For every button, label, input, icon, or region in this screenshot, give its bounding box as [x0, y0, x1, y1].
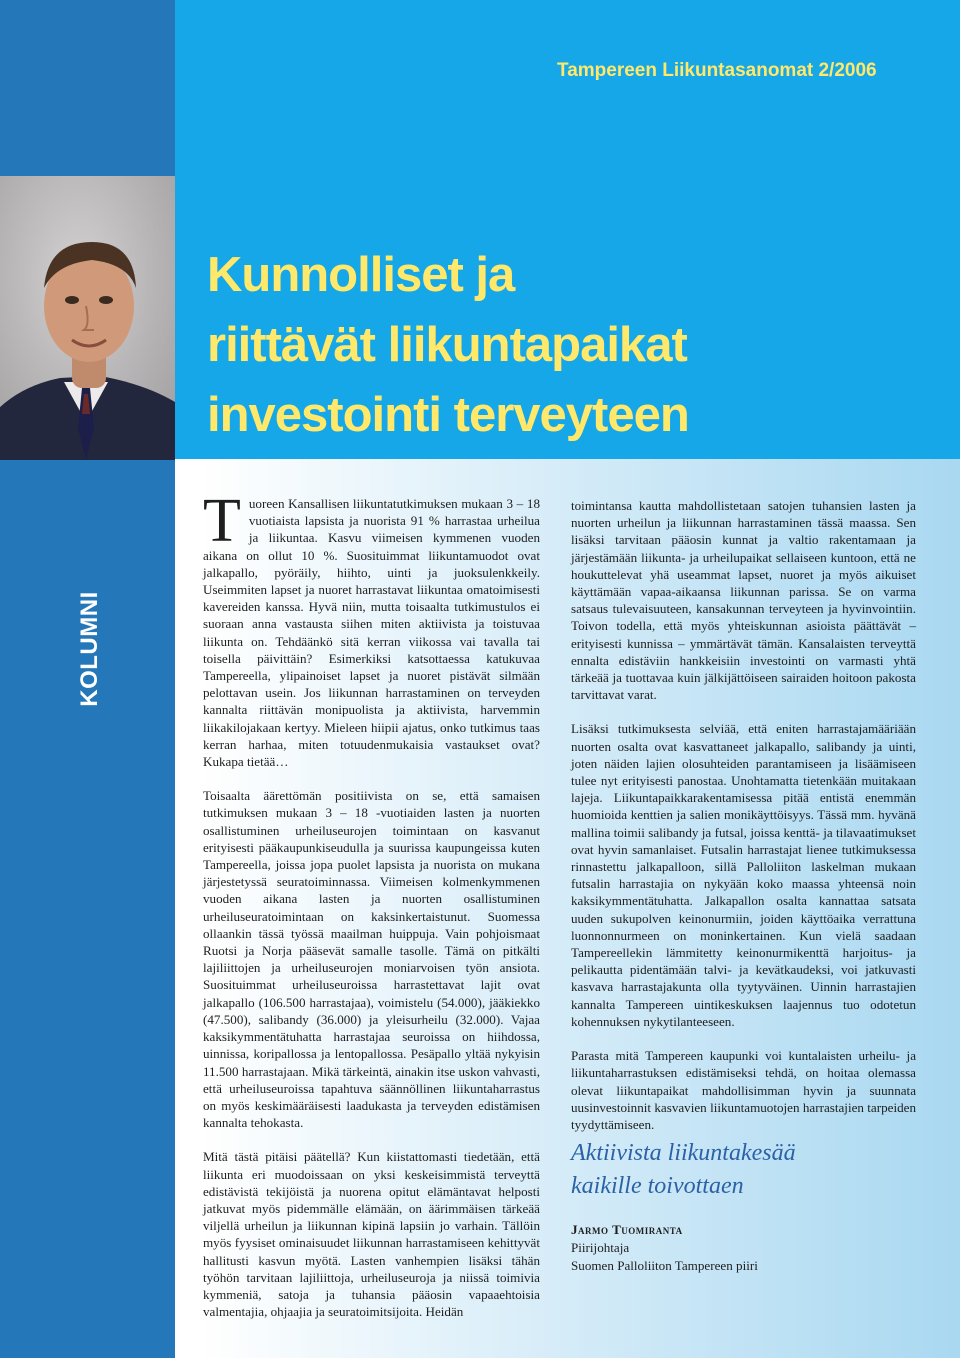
article-paragraph: Parasta mitä Tampereen kaupunki voi kuntalaisten urheilu- ja liikuntaharrastuksen edistämiseksi tehdä, on hoitaa olemassa olevat liikuntapaikat mahdollisimman hyvin ja suunnata uusinvestoinnit kasvavien liikuntamuotojen harrastajien tarpeiden tyydyttämiseen. — [571, 1048, 916, 1132]
headline-line: riittävät liikuntapaikat — [207, 318, 687, 372]
article-paragraph: Tuoreen Kansallisen liikuntatutkimuksen mukaan 3 – 18 vuotiaista lapsista ja nuorista 91 % harrastaa urheilua ja liikuntaa. Kasvu viimeisen kymmenen vuoden aikana on ollut 10 %. Suosituimmat liikuntamuodot ovat jalkapallo, pyöräily, hiihto, uinti ja juoksulenkkeily. Useimmiten lapset ja nuoret harrastavat liikuntaa omatoimisesti kavereiden kanssa. Hyvä niin, mutta toisaalta tutkimustulos ei suoraan anna vastausta siihen miten aktiivista ja toistuvaa liikunta on. Tehdäänkö sitä kerran viikossa vai tavalla tai toisella päivittäin? Esimerkiksi katsottaessa katukuvaa Tampereella, ylipainoiset lapset ja nuoret pistävät silmään pelottavan usein. Jos liikunnan harrastaminen on terveyden kannalta riittävän monipuolista ja aktiivista, harvemmin liikakilojakaan kertyy. Mieleen hiipii ajatus, onko tutkimus taas kerran harhaa, miten totuudenmukaisia vastaukset ovat? Kukapa tietää… — [203, 487, 540, 770]
author-organization: Suomen Palloliiton Tampereen piiri — [571, 1258, 758, 1273]
author-name: Jarmo Tuomiranta — [571, 1222, 683, 1237]
author-signature — [571, 1221, 758, 1275]
publication-title: Tampereen Liikuntasanomat 2/2006 — [557, 60, 877, 81]
slogan-line: kaikille toivottaen — [571, 1173, 744, 1199]
article-column-1 — [203, 487, 540, 1320]
drop-cap: T — [203, 487, 241, 555]
author-title: Piirijohtaja — [571, 1240, 630, 1255]
headline-line: investointi terveyteen — [207, 388, 689, 442]
article-paragraph: Toisaalta äärettömän positiivista on se, että samaisen tutkimuksen mukaan 3 – 18 -vuotiaiden lasten ja nuorten osallistuminen urheiluseurojen toimintaan on kasvanut erityisesti pääkaupunkiseudulla ja suurissa kaupungeissa kuten Tampereella, joissa jopa puolet lapsista ja nuorista on mukana järjestetyssä seuratoiminnassa. Viimeisen kolmenkymmenen vuoden aikana lasten ja nuorten osallistuminen urheiluseuratoimintaan on kaksinkertaistunut. Suomessa ollaankin tässä työssä maailman huippuja. Vain pohjoismaat Ruotsi ja Norja pääsevät samalle tasolle. Tämä on pitkälti lajiliittojen ja urheiluseurojen moniarvoisen työn ansiota. Suosituimmat urheiluseuroissa harrastettavat lajit ovat jalkapallo (106.500 harrastajaa), voimistelu (54.000), jääkiekko (47.500), salibandy (36.000) ja yleisurheilu (32.000). Vajaa kaksikymmentätuhatta harrastajaa seuroissa on hiihdossa, uinnissa, koripallossa ja lentopallossa. Pesäpallo yltää nykyisin 11.500 harrastajaan. Mikä tärkeintä, ainakin itse uskon vahvasti, että urheiluseuroissa tapahtuva säännöllinen liikuntaharrastus on myös keskimääräisesti laadukasta ja terveyden edistämisen kannalta tehokasta. — [203, 788, 540, 1131]
article-paragraph: Lisäksi tutkimuksesta selviää, että eniten harrastajamääriään nuorten osalta ovat kasvattaneet jalkapallo, salibandy ja uinti, joten näiden lajien olosuhteiden parantamiseen ja lisäämiseen tulee nyt erityisesti panostaa. Unohtamatta tietenkään muitakaan lajeja. Liikuntapaikkarakentamisessa pitää entistä enemmän huomioida kenttien ja salien monikäyttöisyys. Tässä mm. hyvänä mallina toimii salibandy ja futsal, joissa kenttä- ja tilavaatimukset ovat hyvin samanlaiset. Futsalin harrastajat lienee tutkimuksessa rinnastettu jalkapalloon, sillä Palloliiton laskelman mukaan futsalin harrastajia on nykyään koko maassa yhteensä noin kaksikymmentätuhatta. Jalkapallon osalta kannattaa satsata uuden sukupolven keinonurmiin, joiden käyttöaika verrattuna luonnonnurmeen on moninkertainen. Kun vielä saadaan Tampereellekin lämmitetty keinonurmikenttä harjoitus- ja pelikautta pidentämään talvi- ja kevätkaudeksi, voi jatkuvasti kasvava harrastajakunta olla tyytyväinen. Uinnin harrastajien kannalta Tampereen uintikeskuksen laajennus tuo odotetun kohennuksen nykytilanteeseen. — [571, 721, 916, 1029]
closing-slogan — [571, 1137, 931, 1203]
slogan-line: Aktiivista liikuntakesää — [571, 1140, 796, 1166]
headline-line: Kunnolliset ja — [207, 248, 515, 302]
section-label: KOLUMNI — [76, 591, 103, 707]
article-column-2 — [571, 497, 916, 1133]
headline — [207, 240, 689, 450]
author-portrait — [0, 176, 175, 460]
article-paragraph: toimintansa kautta mahdollistetaan satojen tuhansien lasten ja nuorten urheilun ja liikunnan harrastaminen tässä maassa. Sen lisäksi tarvitaan pääosin kunnat ja valtio rakentamaan ja järjestämään liikunta- ja urheilupaikat sellaiseen kuntoon, että ne houkuttelevat yhä useammat lapset, nuoret ja myös aikuiset käyttämään vapaa-aikaansa liikunnan parissa. Se on varma satsaus tulevaisuuteen, kansakunnan terveyteen ja hyvinvointiin. Toivon todella, että myös yhteiskunnan asioista päättävät – erityisesti kunnissa – ymmärtävät tämän. Kansalaisten terveyttä ennalta edistäviin hankkeisiin investointi on varmasti yhtä tärkeää ja tuottavaa kuin jälkijättöiseen sairaiden hoitoon pakosta tarvittavat varat. — [571, 498, 916, 703]
article-paragraph: Mitä tästä pitäisi päätellä? Kun kiistattomasti tiedetään, että liikunta eri muodoissaan on yksi keskeisimmistä terveyttä edistävistä tekijöistä ja nuorena opitut elämäntavat helposti jatkuvat myös pidemmälle elämään, on äärimmäisen tärkeää viljellä urheilun ja liikunnan kipinä lapsiin jo varhain. Tällöin myös fyysiset ominaisuudet liikunnan harrastamiseen kehittyvät hallitusti kasvun myötä. Lasten vanhempien lisäksi tähän työhön tarvitaan lajiliittoja, urheiluseuroja ja niissä toimivia kymmeniä, satoja ja tuhansia pääosin vapaaehtoisia valmentajia, ohjaajia ja seuratoimitsijoita. Heidän — [203, 1149, 540, 1320]
